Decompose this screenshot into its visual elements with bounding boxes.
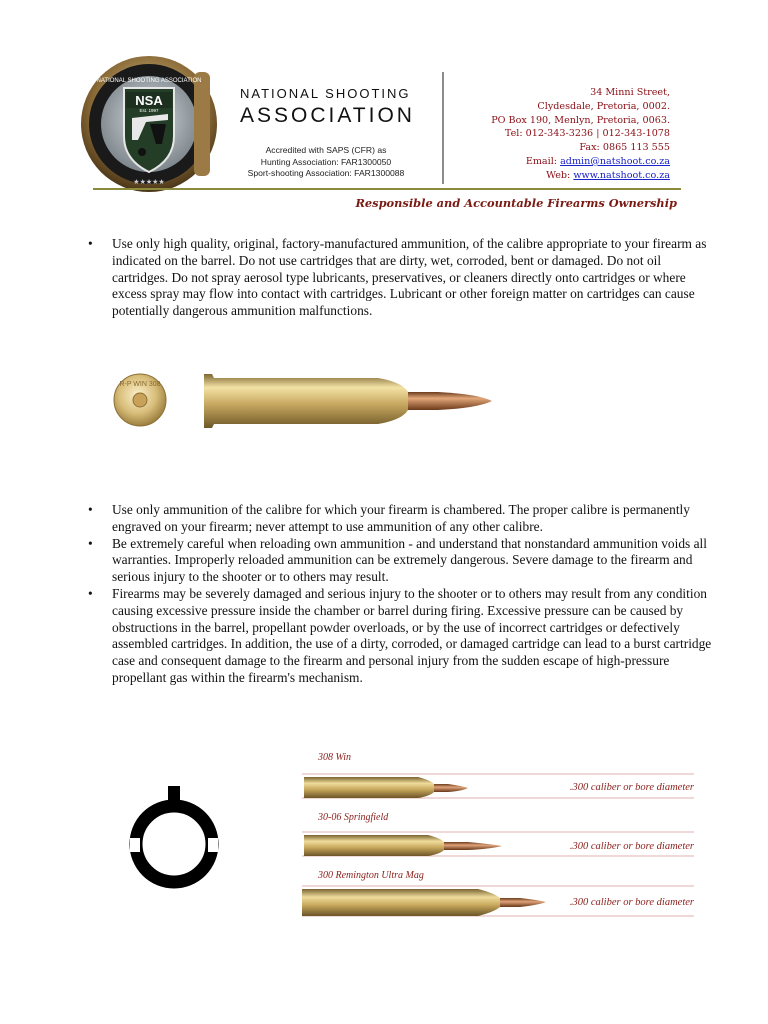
cartridge-name: 30-06 Springfield [318,812,389,823]
address-line: Clydesdale, Pretoria, 0002. [537,100,670,112]
svg-text:★★★★★: ★★★★★ [133,178,165,186]
cartridge-name: 300 Remington Ultra Mag [318,870,424,881]
org-name-line2: ASSOCIATION [240,104,415,127]
nsa-logo [76,52,226,192]
bullet-item: • Use only high quality, original, factory-manufactured ammunition, of the calibre appropriate to your firearm as indicated on the barrel. Do not use cartridges that are dirty, wet, corroded, bent or damaged. Do not oil cartridges. Do not spray aerosol type lubricants, preservatives, or cleaners directly onto cartridges or where excess spray may flow into contact with cartridges. Lubricant or other foreign matter on cartridges can cause potentially dangerous ammunition malfunctions. [86,236,716,320]
fax-line [450,141,670,155]
logo-est: Est. 1997 [139,108,159,113]
cartridge-image [108,364,498,438]
email-line [450,155,670,169]
web-label: Web: [546,169,571,181]
email-link[interactable]: admin@natshoot.co.za [560,155,670,167]
address-line: 34 Minni Street, [590,87,670,98]
header-divider [442,72,444,184]
logo-ring-text: NATIONAL SHOOTING ASSOCIATION [96,78,202,84]
fax-label: Fax: [579,142,600,154]
bore-label: .300 caliber or bore diameter [569,897,694,908]
tel-label: Tel: [504,128,523,140]
bullet-list-1 [86,236,716,320]
bore-label: .300 caliber or bore diameter [569,782,694,793]
web-line [450,169,670,183]
bullet-item: • Use only ammunition of the calibre for which your firearm is chambered. The proper calibre is permanently engraved on your firearm; never attempt to use ammunition of any other calibre. [86,502,716,536]
tagline: Responsible and Accountable Firearms Ownership [355,196,677,210]
headstamp-text: R-P WIN 308 [119,381,161,388]
accreditation-line: Accredited with SAPS (CFR) as [265,145,387,155]
cartridge-name: 308 Win [318,752,352,763]
bore-label: .300 caliber or bore diameter [569,841,694,852]
logo-text: NSA [135,93,163,108]
accreditation-line: Sport-shooting Association: FAR1300088 [247,168,405,178]
bullet-item: • Firearms may be severely damaged and serious injury to the shooter or to others may result from any condition causing excessive pressure inside the chamber or barrel during firing. Excessive pressure can be caused by obstructions in the barrel, propellant powder overloads, or by the use of incorrect cartridges or defectively assembled cartridges. In addition, the use of a dirty, corroded, or damaged cartridge can lead to a burst cartridge case and consequent damage to the firearm and personal injury from the sudden escape of high-pressure propellant gas within the firearm's mechanism. [86,586,716,687]
address-line: PO Box 190, Menlyn, Pretoria, 0063. [491,114,670,126]
org-name-line1: NATIONAL SHOOTING [240,86,411,101]
accreditation-line: Hunting Association: FAR1300050 [260,156,392,167]
accreditation-block [226,145,426,180]
bullet-item: • Be extremely careful when reloading own ammunition - and understand that nonstandard ammunition voids all warranties. Improperly reloaded ammunition can be extremely dangerous. Severe damage to the firearm and serious injury to the shooter or to others may result. [86,536,716,586]
email-label: Email: [525,155,558,167]
ring-icon [124,784,224,894]
header-rule [93,188,681,190]
tel-value: 012-343-3236 | 012-343-1078 [525,128,670,140]
bullet-list-2 [86,502,716,687]
cartridge-comparison-image [298,746,698,924]
tel-line [450,127,670,141]
contact-block [450,86,670,183]
fax-value: 0865 113 555 [602,142,670,154]
web-link[interactable]: www.natshoot.co.za [573,169,670,181]
